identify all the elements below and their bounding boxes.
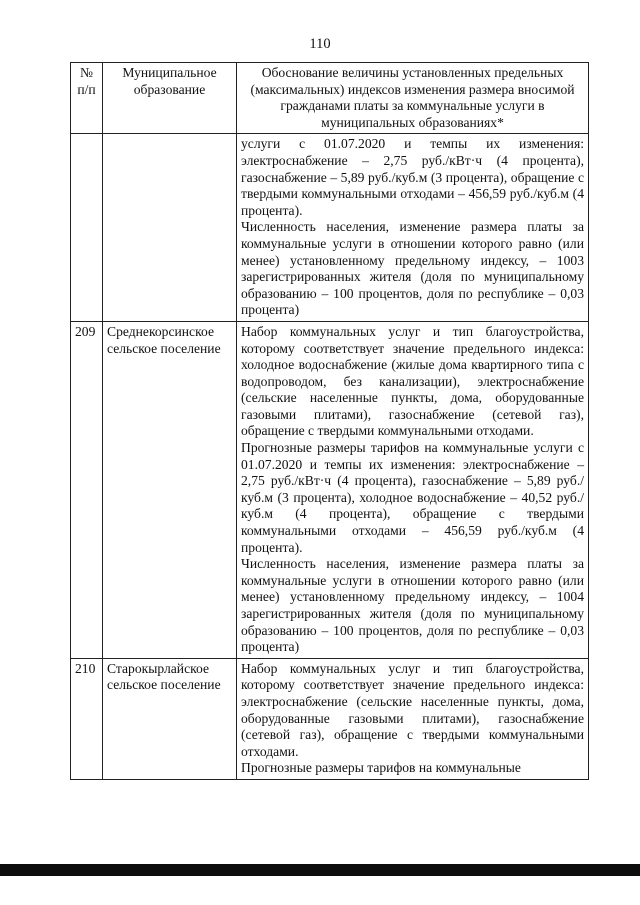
row-justification: [237, 134, 589, 322]
row-number: [71, 134, 103, 322]
justification-paragraph: Набор коммунальных услуг и тип благоустройства, которому соответствует значение предельного индекса: электроснабжение (сельские населенные пункты, дома, оборудованные газовыми плитами), газоснабжение (сетевой газ), обращение с твердыми коммунальными отходами.: [241, 660, 584, 759]
row-justification: [237, 658, 589, 779]
header-justification: Обоснование величины установленных предельных (максимальных) индексов изменения размера вносимой гражданами платы за коммунальные услуги в муниципальных образованиях*: [237, 63, 589, 134]
row-municipality: Среднекорсинское сельское поселение: [103, 321, 237, 658]
row-number: 209: [71, 321, 103, 658]
justification-paragraph: Набор коммунальных услуг и тип благоустройства, которому соответствует значение предельного индекса: холодное водоснабжение (жилые дома квартирного типа с водопроводом, без канализации), электроснабжение (сельские населенные пункты, дома, оборудованные газовыми плитами), газоснабжение (сетевой газ), обращение с твердыми коммунальными отходами.: [241, 323, 584, 439]
table-row: [71, 658, 589, 779]
header-number: № п/п: [71, 63, 103, 134]
justification-paragraph: Численность населения, изменение размера платы за коммунальные услуги в отношении которого равно (или менее) установленному предельному индексу, – 1003 зарегистрированных жителя (доля по муниципальному образованию – 100 процентов, доля по республике – 0,03 процента): [241, 219, 584, 318]
row-municipality: [103, 134, 237, 322]
row-municipality: Старокырлайское сельское поселение: [103, 658, 237, 779]
row-number: 210: [71, 658, 103, 779]
scan-bottom-edge: [0, 864, 640, 876]
justification-paragraph: Численность населения, изменение размера платы за коммунальные услуги в отношении которого равно (или менее) установленному предельному индексу, – 1004 зарегистрированных жителя (доля по муниципальному образованию – 100 процентов, доля по республике – 0,03 процента): [241, 556, 584, 655]
justification-paragraph: Прогнозные размеры тарифов на коммунальные: [241, 760, 521, 776]
tariff-justification-table: [70, 62, 589, 780]
table-row: [71, 134, 589, 322]
page-number: 110: [309, 36, 331, 52]
header-municipality: Муниципальное образование: [103, 63, 237, 134]
justification-paragraph: услуги с 01.07.2020 и темпы их изменения: электроснабжение – 2,75 руб./кВт·ч (4 процента), газоснабжение – 5,89 руб./куб.м (3 процента), обращение с твердыми коммунальными отходами – 456,59 руб./куб.м (4 процента).: [241, 136, 584, 218]
table-row: [71, 321, 589, 658]
table-header-row: [71, 63, 589, 134]
justification-paragraph: Прогнозные размеры тарифов на коммунальные услуги с 01.07.2020 и темпы их изменения: электроснабжение – 2,75 руб./кВт·ч (4 процента), газоснабжение – 5,89 руб./куб.м (3 процента), холодное водоснабжение – 40,52 руб./куб.м (4 процента), обращение с твердыми коммунальными отходами – 456,59 руб./куб.м (4 процента).: [241, 440, 584, 555]
row-justification: [237, 321, 589, 658]
